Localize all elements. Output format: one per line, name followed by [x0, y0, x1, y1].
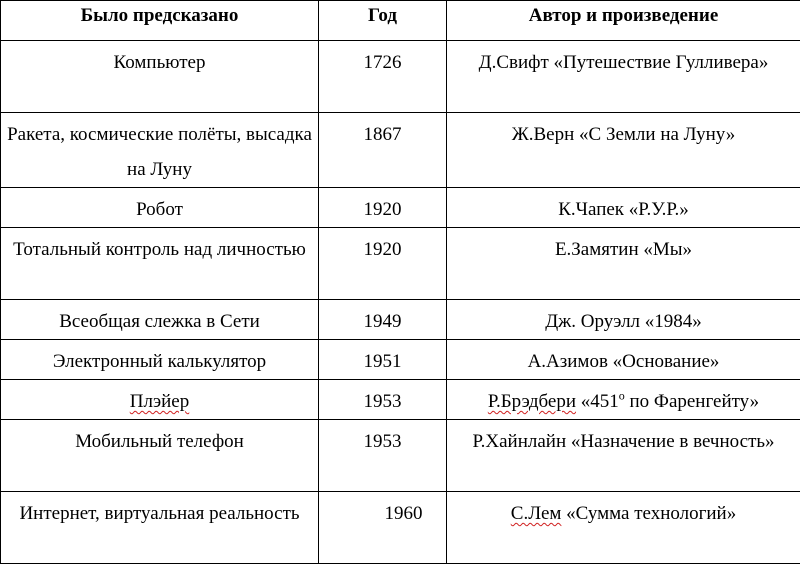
table-row	[1, 41, 800, 113]
author-work: «Сумма технологий»	[561, 503, 736, 524]
cell-predicted: Электронный калькулятор	[1, 340, 319, 380]
cell-year: 1953	[319, 380, 447, 420]
cell-author	[447, 492, 800, 564]
cell-predicted: Всеобщая слежка в Сети	[1, 300, 319, 340]
spellcheck-word: Плэйер	[130, 391, 189, 412]
cell-year: 1867	[319, 113, 447, 188]
cell-year: 1949	[319, 300, 447, 340]
cell-predicted: Ракета, космические полёты, высадка на Луну	[1, 113, 319, 188]
cell-year: 1920	[319, 228, 447, 300]
cell-author: Д.Свифт «Путешествие Гулливера»	[447, 41, 800, 113]
header-predicted: Было предсказано	[1, 1, 319, 41]
author-work: по Фаренгейту»	[625, 391, 759, 412]
cell-author: А.Азимов «Основание»	[447, 340, 800, 380]
table-row	[1, 492, 800, 564]
cell-year: 1726	[319, 41, 447, 113]
cell-author: Е.Замятин «Мы»	[447, 228, 800, 300]
cell-year	[319, 492, 447, 564]
table-row	[1, 340, 800, 380]
cell-predicted	[1, 380, 319, 420]
table-row	[1, 228, 800, 300]
cell-predicted: Робот	[1, 188, 319, 228]
cell-author: К.Чапек «Р.У.Р.»	[447, 188, 800, 228]
cell-year: 1953	[319, 420, 447, 492]
cell-year: 1951	[319, 340, 447, 380]
table-row	[1, 188, 800, 228]
cell-predicted: Тотальный контроль над личностью	[1, 228, 319, 300]
author-name: С.Лем	[511, 503, 562, 524]
table-row	[1, 113, 800, 188]
author-work: «451	[576, 391, 619, 412]
header-row	[1, 1, 800, 41]
cell-year: 1920	[319, 188, 447, 228]
table-row	[1, 300, 800, 340]
cell-author	[447, 380, 800, 420]
cell-author: Р.Хайнлайн «Назначение в вечность»	[447, 420, 800, 492]
cell-predicted: Мобильный телефон	[1, 420, 319, 492]
header-year: Год	[319, 1, 447, 41]
table-row	[1, 420, 800, 492]
year-value: 1960	[343, 496, 423, 531]
cell-author: Дж. Оруэлл «1984»	[447, 300, 800, 340]
degree-sign: о	[619, 389, 625, 403]
cell-predicted: Интернет, виртуальная реальность	[1, 492, 319, 564]
table-row	[1, 380, 800, 420]
cell-author: Ж.Верн «С Земли на Луну»	[447, 113, 800, 188]
cell-predicted: Компьютер	[1, 41, 319, 113]
header-author: Автор и произведение	[447, 1, 800, 41]
author-name: Р.Брэдбери	[488, 391, 576, 412]
